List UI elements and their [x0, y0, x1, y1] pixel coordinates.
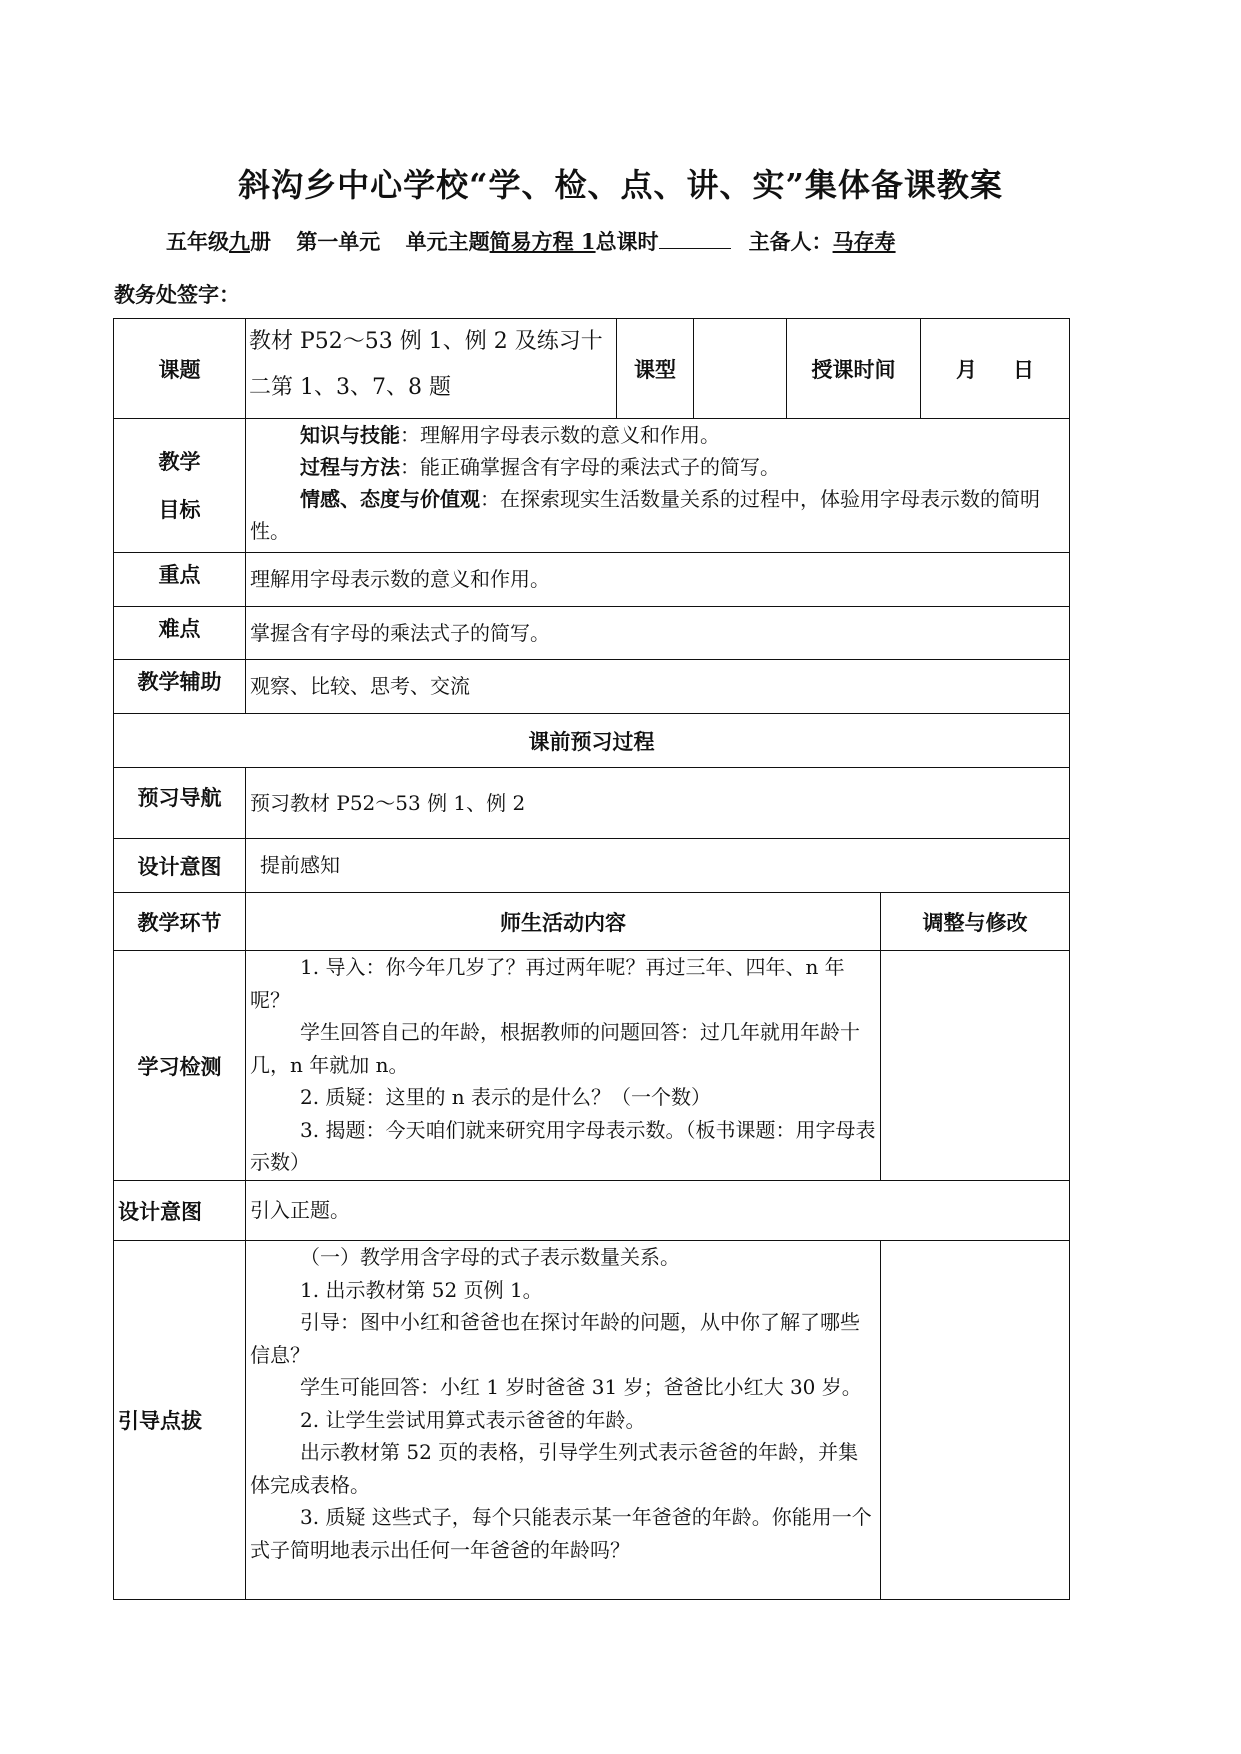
guide-adjust-cell — [880, 1240, 1070, 1600]
grade-suffix: 册 — [250, 229, 271, 254]
topic-label: 课题 — [113, 318, 246, 419]
goal-process-label: 过程与方法 — [300, 455, 400, 479]
goals-label-2: 目标 — [158, 497, 201, 522]
col-header-step: 教学环节 — [113, 892, 246, 951]
check-line-2: 学生回答自己的年龄，根据教师的问题回答：过几年就用年龄十几，n 年就加 n。 — [250, 1020, 860, 1077]
aids-text: 观察、比较、思考、交流 — [245, 659, 1070, 714]
total-blank — [659, 230, 731, 249]
preview-nav-label: 预习导航 — [113, 767, 246, 839]
guide-content — [245, 1240, 881, 1600]
unit-label: 第一单元 — [296, 229, 381, 254]
goals-label-1: 教学 — [158, 449, 201, 474]
col-header-adjust: 调整与修改 — [880, 892, 1070, 951]
guide-line-1: （一）教学用含字母的式子表示数量关系。 — [300, 1245, 680, 1269]
goals-content — [245, 418, 1070, 553]
goal-knowledge-label: 知识与技能 — [300, 423, 400, 447]
theme-value: 简易方程 1 — [489, 229, 596, 254]
check-content — [245, 950, 881, 1181]
check-line-1: 1. 导入：你今年几岁了？再过两年呢？再过三年、四年、n 年呢？ — [250, 955, 845, 1012]
guide-label: 引导点拔 — [113, 1240, 246, 1600]
check-adjust-cell — [880, 950, 1070, 1181]
goals-label — [113, 418, 246, 553]
focus-text: 理解用字母表示数的意义和作用。 — [245, 552, 1070, 607]
theme-label: 单元主题 — [405, 229, 490, 254]
guide-line-4: 学生可能回答：小红 1 岁时爸爸 31 岁；爸爸比小红大 30 岁。 — [300, 1375, 862, 1399]
guide-line-7: 3. 质疑 这些式子，每个只能表示某一年爸爸的年龄。你能用一个式子简明地表示出任何一年爸爸的年龄吗？ — [250, 1505, 872, 1562]
focus-label: 重点 — [113, 552, 246, 607]
guide-line-6: 出示教材第 52 页的表格，引导学生列式表示爸爸的年龄，并集体完成表格。 — [250, 1440, 859, 1497]
preparer-value: 马存寿 — [832, 229, 896, 254]
time-value — [920, 318, 1070, 419]
day-label: 日 — [1013, 356, 1034, 382]
total-label: 总课时 — [595, 229, 659, 254]
check-line-4: 3. 揭题：今天咱们就来研究用字母表示数。（板书课题：用字母表示数） — [250, 1117, 876, 1174]
goal-knowledge — [250, 419, 1065, 451]
check-label: 学习检测 — [113, 950, 246, 1181]
check-line-3: 2. 质疑：这里的 n 表示的是什么？（一个数） — [300, 1085, 712, 1109]
design-intent-text-2: 引入正题。 — [245, 1180, 1070, 1241]
time-label: 授课时间 — [786, 318, 921, 419]
goal-process — [250, 451, 1065, 483]
goal-emotion — [250, 483, 1065, 547]
topic-line-1: 教材 P52～53 例 1、例 2 及练习十 — [249, 329, 603, 354]
goal-emotion-label: 情感、态度与价值观 — [300, 487, 480, 511]
guide-line-5: 2. 让学生尝试用算式表示爸爸的年龄。 — [300, 1407, 646, 1432]
guide-line-2: 1. 出示教材第 52 页例 1。 — [300, 1277, 543, 1302]
type-value — [693, 318, 787, 419]
month-label: 月 — [956, 356, 977, 382]
difficulty-label: 难点 — [113, 606, 246, 660]
design-intent-label-1: 设计意图 — [113, 838, 246, 893]
topic-line-2: 二第 1、3、7、8 题 — [249, 375, 451, 400]
preparer-label: 主备人： — [748, 229, 833, 254]
design-intent-text-1: 提前感知 — [245, 838, 1070, 893]
type-label: 课型 — [616, 318, 694, 419]
topic-content — [245, 318, 617, 419]
design-intent-label-2: 设计意图 — [113, 1180, 246, 1241]
book-number: 九 — [229, 229, 250, 254]
goal-knowledge-text: ：理解用字母表示数的意义和作用。 — [400, 423, 720, 447]
col-header-activity: 师生活动内容 — [245, 892, 881, 951]
guide-line-3: 引导：图中小红和爸爸也在探讨年龄的问题，从中你了解了哪些信息？ — [250, 1310, 860, 1367]
preview-section-header: 课前预习过程 — [113, 713, 1070, 768]
aids-label: 教学辅助 — [113, 659, 246, 714]
grade-prefix: 五年级 — [166, 229, 229, 254]
difficulty-text: 掌握含有字母的乘法式子的简写。 — [245, 606, 1070, 660]
goal-process-text: ：能正确掌握含有字母的乘法式子的简写。 — [400, 455, 780, 479]
preview-nav-text: 预习教材 P52～53 例 1、例 2 — [245, 767, 1070, 839]
goal-emotion-text: ：在探索现实生活数量关系的过程中，体验用字母表示数的简明性。 — [250, 487, 1040, 543]
header-line — [166, 226, 896, 256]
page-title: 斜沟乡中心学校“学、检、点、讲、实”集体备课教案 — [238, 166, 1003, 204]
office-sign: 教务处签字： — [114, 282, 240, 307]
